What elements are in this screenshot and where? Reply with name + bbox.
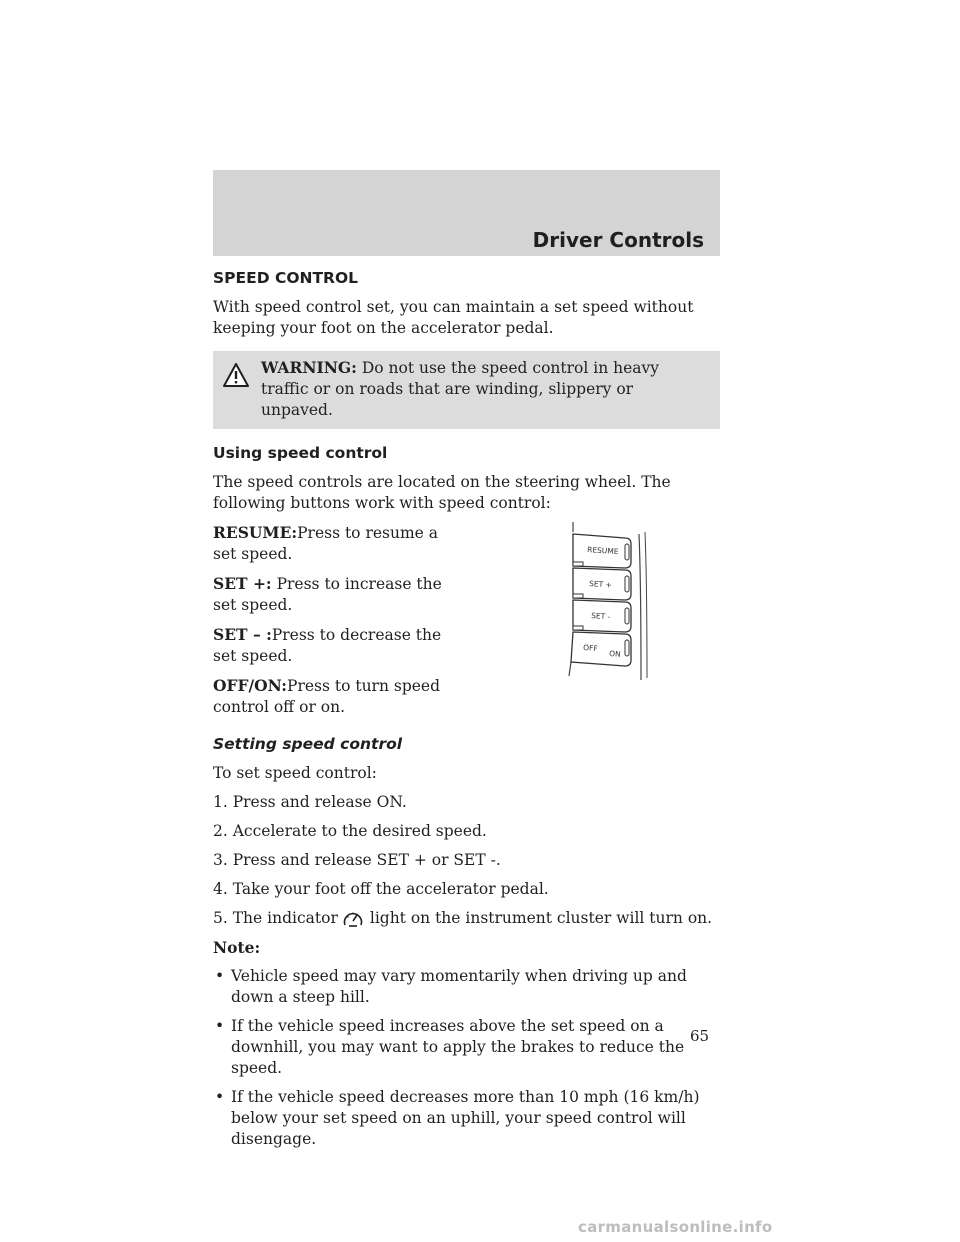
section-header-band — [213, 170, 720, 256]
setting-step-5-before: 5. The indicator — [213, 909, 338, 927]
illus-label-set-plus: SET + — [588, 579, 613, 590]
using-intro: The speed controls are located on the steering wheel. The following buttons work with speed control: — [213, 473, 671, 512]
illus-label-on: ON — [608, 649, 621, 659]
warning-label: WARNING: — [261, 358, 357, 377]
button-name-resume: RESUME: — [213, 523, 298, 542]
page-content — [213, 268, 720, 1158]
steering-wheel-controls-illustration — [559, 522, 669, 682]
warning-text: Do not use the speed control in heavy traffic or on roads that are winding, slippery or unpaved. — [261, 359, 660, 419]
illus-label-set-minus: SET - — [590, 611, 611, 622]
setting-step-5 — [213, 908, 720, 929]
setting-speed-control-heading: Setting speed control — [213, 735, 403, 753]
note-item: • Vehicle speed may vary momentarily when driving up and down a steep hill. — [213, 966, 720, 1008]
button-name-off-on: OFF/ON: — [213, 676, 288, 695]
warning-box — [213, 351, 720, 429]
illus-label-resume: RESUME — [586, 545, 619, 557]
setting-step-4: 4. Take your foot off the accelerator pedal. — [213, 880, 549, 898]
watermark: carmanualsonline.info — [578, 1218, 773, 1236]
setting-step-3: 3. Press and release SET + or SET -. — [213, 851, 501, 869]
setting-step-2: 2. Accelerate to the desired speed. — [213, 822, 487, 840]
speed-control-indicator-icon — [342, 909, 364, 929]
button-description-set-plus — [213, 573, 458, 616]
note-item: • If the vehicle speed increases above the set speed on a downhill, you may want to apply the brakes to reduce the speed. — [213, 1016, 720, 1079]
note-item: • If the vehicle speed decreases more than 10 mph (16 km/h) below your set speed on an uphill, your speed control will disengage. — [213, 1087, 720, 1150]
button-description-set-minus — [213, 624, 458, 667]
button-desc-off-on: Press to turn speed control off or on. — [213, 677, 441, 716]
button-desc-set-plus: Press to increase the set speed. — [213, 575, 442, 614]
button-description-off-on — [213, 675, 458, 718]
illus-label-off: OFF — [582, 643, 598, 654]
setting-intro: To set speed control: — [213, 764, 377, 782]
using-speed-control-heading: Using speed control — [213, 444, 388, 462]
button-name-set-plus: SET +: — [213, 574, 272, 593]
button-desc-set-minus: Press to decrease the set speed. — [213, 626, 442, 665]
setting-step-5-after: light on the instrument cluster will turn on. — [369, 909, 713, 927]
button-desc-resume: Press to resume a set speed. — [213, 524, 439, 563]
button-name-set-minus: SET – : — [213, 625, 272, 644]
warning-triangle-icon — [223, 363, 249, 387]
button-description-resume — [213, 522, 458, 565]
setting-step-1: 1. Press and release ON. — [213, 793, 407, 811]
note-label: Note: — [213, 938, 261, 957]
speed-control-heading: SPEED CONTROL — [213, 269, 359, 287]
button-descriptions — [213, 522, 458, 718]
section-title: Driver Controls — [532, 228, 704, 252]
speed-control-intro: With speed control set, you can maintain a set speed without keeping your foot on the accelerator pedal. — [213, 298, 694, 337]
page-number: 65 — [690, 1027, 710, 1045]
controls-section — [213, 522, 720, 718]
